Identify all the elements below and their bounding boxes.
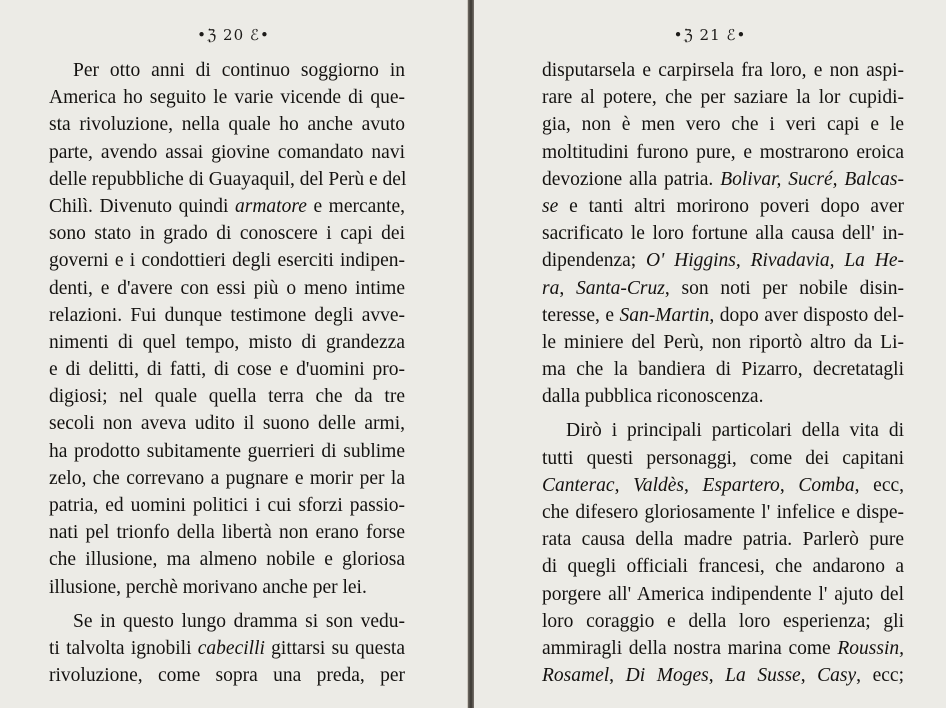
text-line: Rosamel, Di Moges, La Susse, Casy, ecc;: [542, 665, 904, 687]
text-line: e di delitti, di fatti, di cose e d'uomini pro-: [49, 359, 405, 381]
text-line: rivoluzione, come sopra una preda, per: [49, 665, 405, 687]
text-line: relazioni. Fui dunque testimone degli avve-: [49, 304, 405, 326]
text-line: zelo, che correvano a pugnare e morir per la: [49, 467, 405, 489]
paragraph-break: [542, 410, 904, 417]
body-text: [49, 57, 405, 689]
text-line: ra, Santa-Cruz, son noti per nobile disin-: [542, 277, 905, 299]
text-line: sta rivoluzione, nella quale ho anche avuto: [49, 114, 405, 136]
text-line: ammiragli della nostra marina come Roussin,: [542, 637, 904, 659]
text-line: secoli non aveva udito il suono delle armi,: [49, 413, 405, 435]
text-line: sacrificato le loro fortune alla causa dell' in-: [542, 223, 904, 245]
text-line: Chilì. Divenuto quindi armatore e mercante,: [49, 195, 405, 217]
text-line: denti, e d'avere con essi più o meno intime: [49, 277, 405, 299]
text-line: tutti questi personaggi, come dei capitani: [542, 447, 904, 469]
text-line: Se in questo lungo dramma si son vedu-: [73, 610, 405, 632]
text-line: governi e i condottieri degli eserciti indipen-: [49, 250, 405, 272]
text-line: nimenti di quel tempo, misto di grandezza: [49, 331, 405, 353]
left-page: [0, 0, 468, 708]
text-line: devozione alla patria. Bolivar, Sucré, Balcas-: [542, 168, 904, 190]
text-line: moltitudini furono pure, e mostrarono eroica: [542, 141, 904, 163]
text-line: Dirò i principali particolari della vita di: [566, 420, 904, 442]
text-line: che illusione, ma almeno nobile e gloriosa: [49, 549, 405, 571]
text-line: porgere all' America indipendente l' ajuto del: [542, 583, 904, 605]
text-line: digiosi; nel quale quella terra che da tre: [49, 386, 405, 408]
text-line: dipendenza; O' Higgins, Rivadavia, La He-: [542, 250, 904, 272]
text-line: ha prodotto subitamente guerrieri di sublime: [49, 440, 405, 462]
text-line: nati pel trionfo della libertà non erano forse: [49, 522, 405, 544]
text-line: ma che la bandiera di Pizarro, decretatagli: [542, 359, 904, 381]
text-line: America ho seguito le varie vicende di que-: [49, 87, 405, 109]
text-line: che difesero gloriosamente l' infelice e dispe-: [542, 502, 904, 523]
paragraph-break: [49, 601, 405, 608]
text-line: dalla pubblica riconoscenza.: [542, 386, 764, 408]
text-line: delle repubbliche di Guayaquil, del Perù e del: [49, 168, 407, 190]
text-line: sono stato in grado di conoscere i capi dei: [49, 223, 405, 245]
text-line: illusione, perchè morivano anche per lei.: [49, 576, 367, 598]
text-line: di quegli officiali francesi, che andarono a: [542, 556, 904, 578]
text-line: gia, non è men vero che i veri capi e le: [542, 114, 904, 136]
text-line: teresse, e San-Martin, dopo aver disposto del-: [542, 304, 904, 326]
text-line: Canterac, Valdès, Espartero, Comba, ecc,: [542, 474, 905, 496]
text-line: patria, ed uomini politici i cui sforzi passio-: [49, 495, 405, 516]
text-line: rata causa della madre patria. Parlerò pure: [542, 529, 904, 551]
text-line: loro coraggio e della loro esperienza; gli: [542, 610, 904, 632]
text-line: se e tanti altri morirono poveri dopo aver: [542, 195, 904, 217]
text-line: rare al potere, che per saziare la lor cupidi-: [542, 87, 904, 109]
right-page: [474, 0, 946, 708]
text-line: le miniere del Perù, non riportò altro da Li-: [542, 331, 904, 353]
text-line: Per otto anni di continuo soggiorno in: [73, 60, 405, 81]
text-line: disputarsela e carpirsela fra loro, e non aspi-: [542, 60, 904, 81]
page-number: •ℨ 21 ℰ•: [673, 26, 747, 44]
text-line: parte, avendo assai giovine comandato navi: [49, 141, 405, 163]
text-line: ti talvolta ignobili cabecilli gittarsi su questa: [49, 637, 405, 659]
body-text: [542, 57, 904, 689]
page-number: •ℨ 20 ℰ•: [197, 26, 270, 44]
